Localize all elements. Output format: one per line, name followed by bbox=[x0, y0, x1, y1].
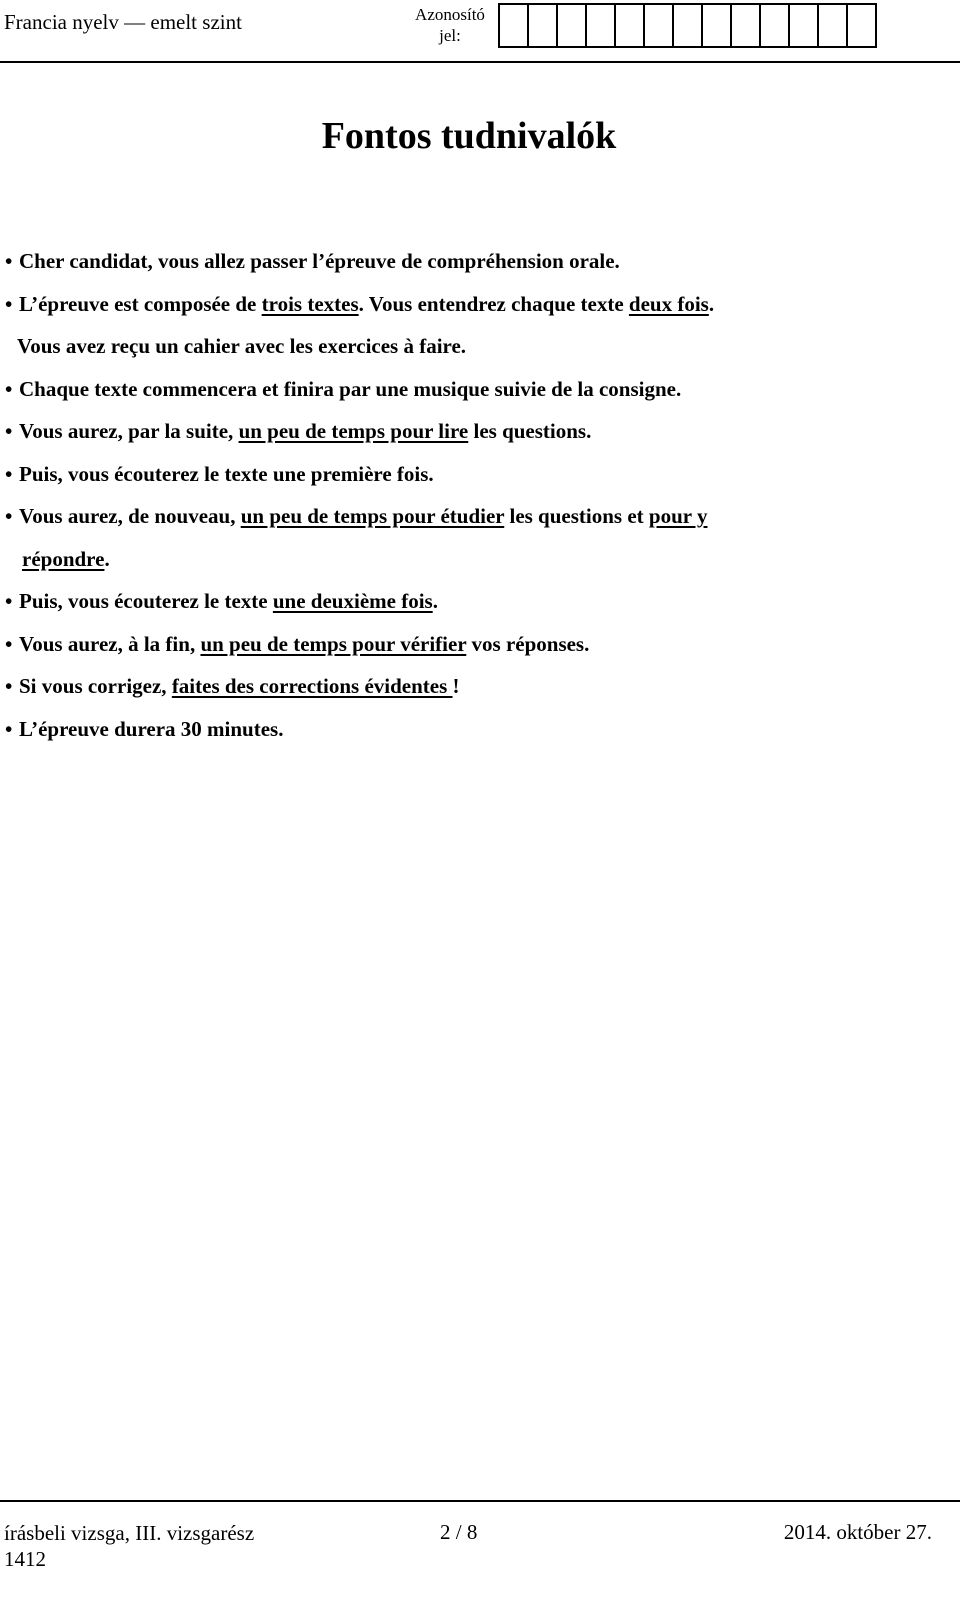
page-header bbox=[0, 0, 960, 66]
list-item-continuation: répondre. bbox=[22, 546, 110, 571]
bullet-icon: • bbox=[5, 631, 13, 656]
header-divider bbox=[0, 61, 960, 63]
id-box bbox=[645, 3, 674, 48]
bullet-icon: • bbox=[5, 461, 13, 486]
bullet-icon: • bbox=[5, 249, 13, 273]
page-number: 2 / 8 bbox=[440, 1520, 478, 1544]
id-label-line1: Azonosító bbox=[415, 5, 485, 24]
list-item: • Vous aurez, par la suite, un peu de temps pour lire les questions. bbox=[5, 416, 935, 459]
id-box bbox=[732, 3, 761, 48]
id-label-line2: jel: bbox=[439, 26, 461, 45]
bullet-icon: • bbox=[5, 376, 13, 401]
list-item: • Puis, vous écouterez le texte une deuxième fois. bbox=[5, 586, 935, 629]
instructions-list bbox=[5, 246, 935, 756]
id-box bbox=[587, 3, 616, 48]
bullet-icon: • bbox=[5, 716, 13, 741]
id-box bbox=[703, 3, 732, 48]
list-item: • Puis, vous écouterez le texte une première fois. bbox=[5, 459, 935, 502]
footer-exam-code: 1412 bbox=[4, 1547, 46, 1571]
id-box bbox=[761, 3, 790, 48]
id-box bbox=[500, 3, 529, 48]
bullet-icon: • bbox=[5, 291, 13, 316]
list-item: Vous avez reçu un cahier avec les exercices à faire. bbox=[17, 334, 467, 358]
exam-date: 2014. október 27. bbox=[783, 1520, 932, 1544]
id-box bbox=[848, 3, 877, 48]
id-box bbox=[529, 3, 558, 48]
list-item: • L’épreuve durera 30 minutes. bbox=[5, 714, 935, 757]
id-box bbox=[790, 3, 819, 48]
id-label bbox=[408, 4, 492, 46]
list-item: • Cher candidat, vous allez passer l’épreuve de compréhension orale. bbox=[5, 246, 935, 289]
bullet-icon: • bbox=[5, 504, 13, 528]
list-item: • L’épreuve est composée de trois textes. Vous entendrez chaque texte deux fois. bbox=[5, 289, 935, 332]
id-box bbox=[674, 3, 703, 48]
bullet-icon: • bbox=[5, 589, 13, 613]
id-box bbox=[616, 3, 645, 48]
footer-divider bbox=[0, 1500, 960, 1502]
list-item: • Si vous corrigez, faites des corrections évidentes ! bbox=[5, 671, 935, 714]
bullet-icon: • bbox=[5, 419, 13, 443]
footer-exam-part: írásbeli vizsga, III. vizsgarész bbox=[4, 1521, 255, 1545]
id-box-grid bbox=[498, 3, 877, 48]
bullet-icon: • bbox=[5, 674, 13, 698]
footer-exam-info bbox=[4, 1520, 254, 1572]
list-item: • Chaque texte commencera et finira par une musique suivie de la consigne. bbox=[5, 374, 935, 417]
id-box bbox=[558, 3, 587, 48]
list-item: • Vous aurez, de nouveau, un peu de temps pour étudier les questions et pour y bbox=[5, 501, 935, 544]
id-box bbox=[819, 3, 848, 48]
page-title: Fontos tudnivalók bbox=[321, 115, 617, 157]
header-title: Francia nyelv — emelt szint bbox=[4, 10, 242, 34]
list-item: • Vous aurez, à la fin, un peu de temps pour vérifier vos réponses. bbox=[5, 629, 935, 672]
